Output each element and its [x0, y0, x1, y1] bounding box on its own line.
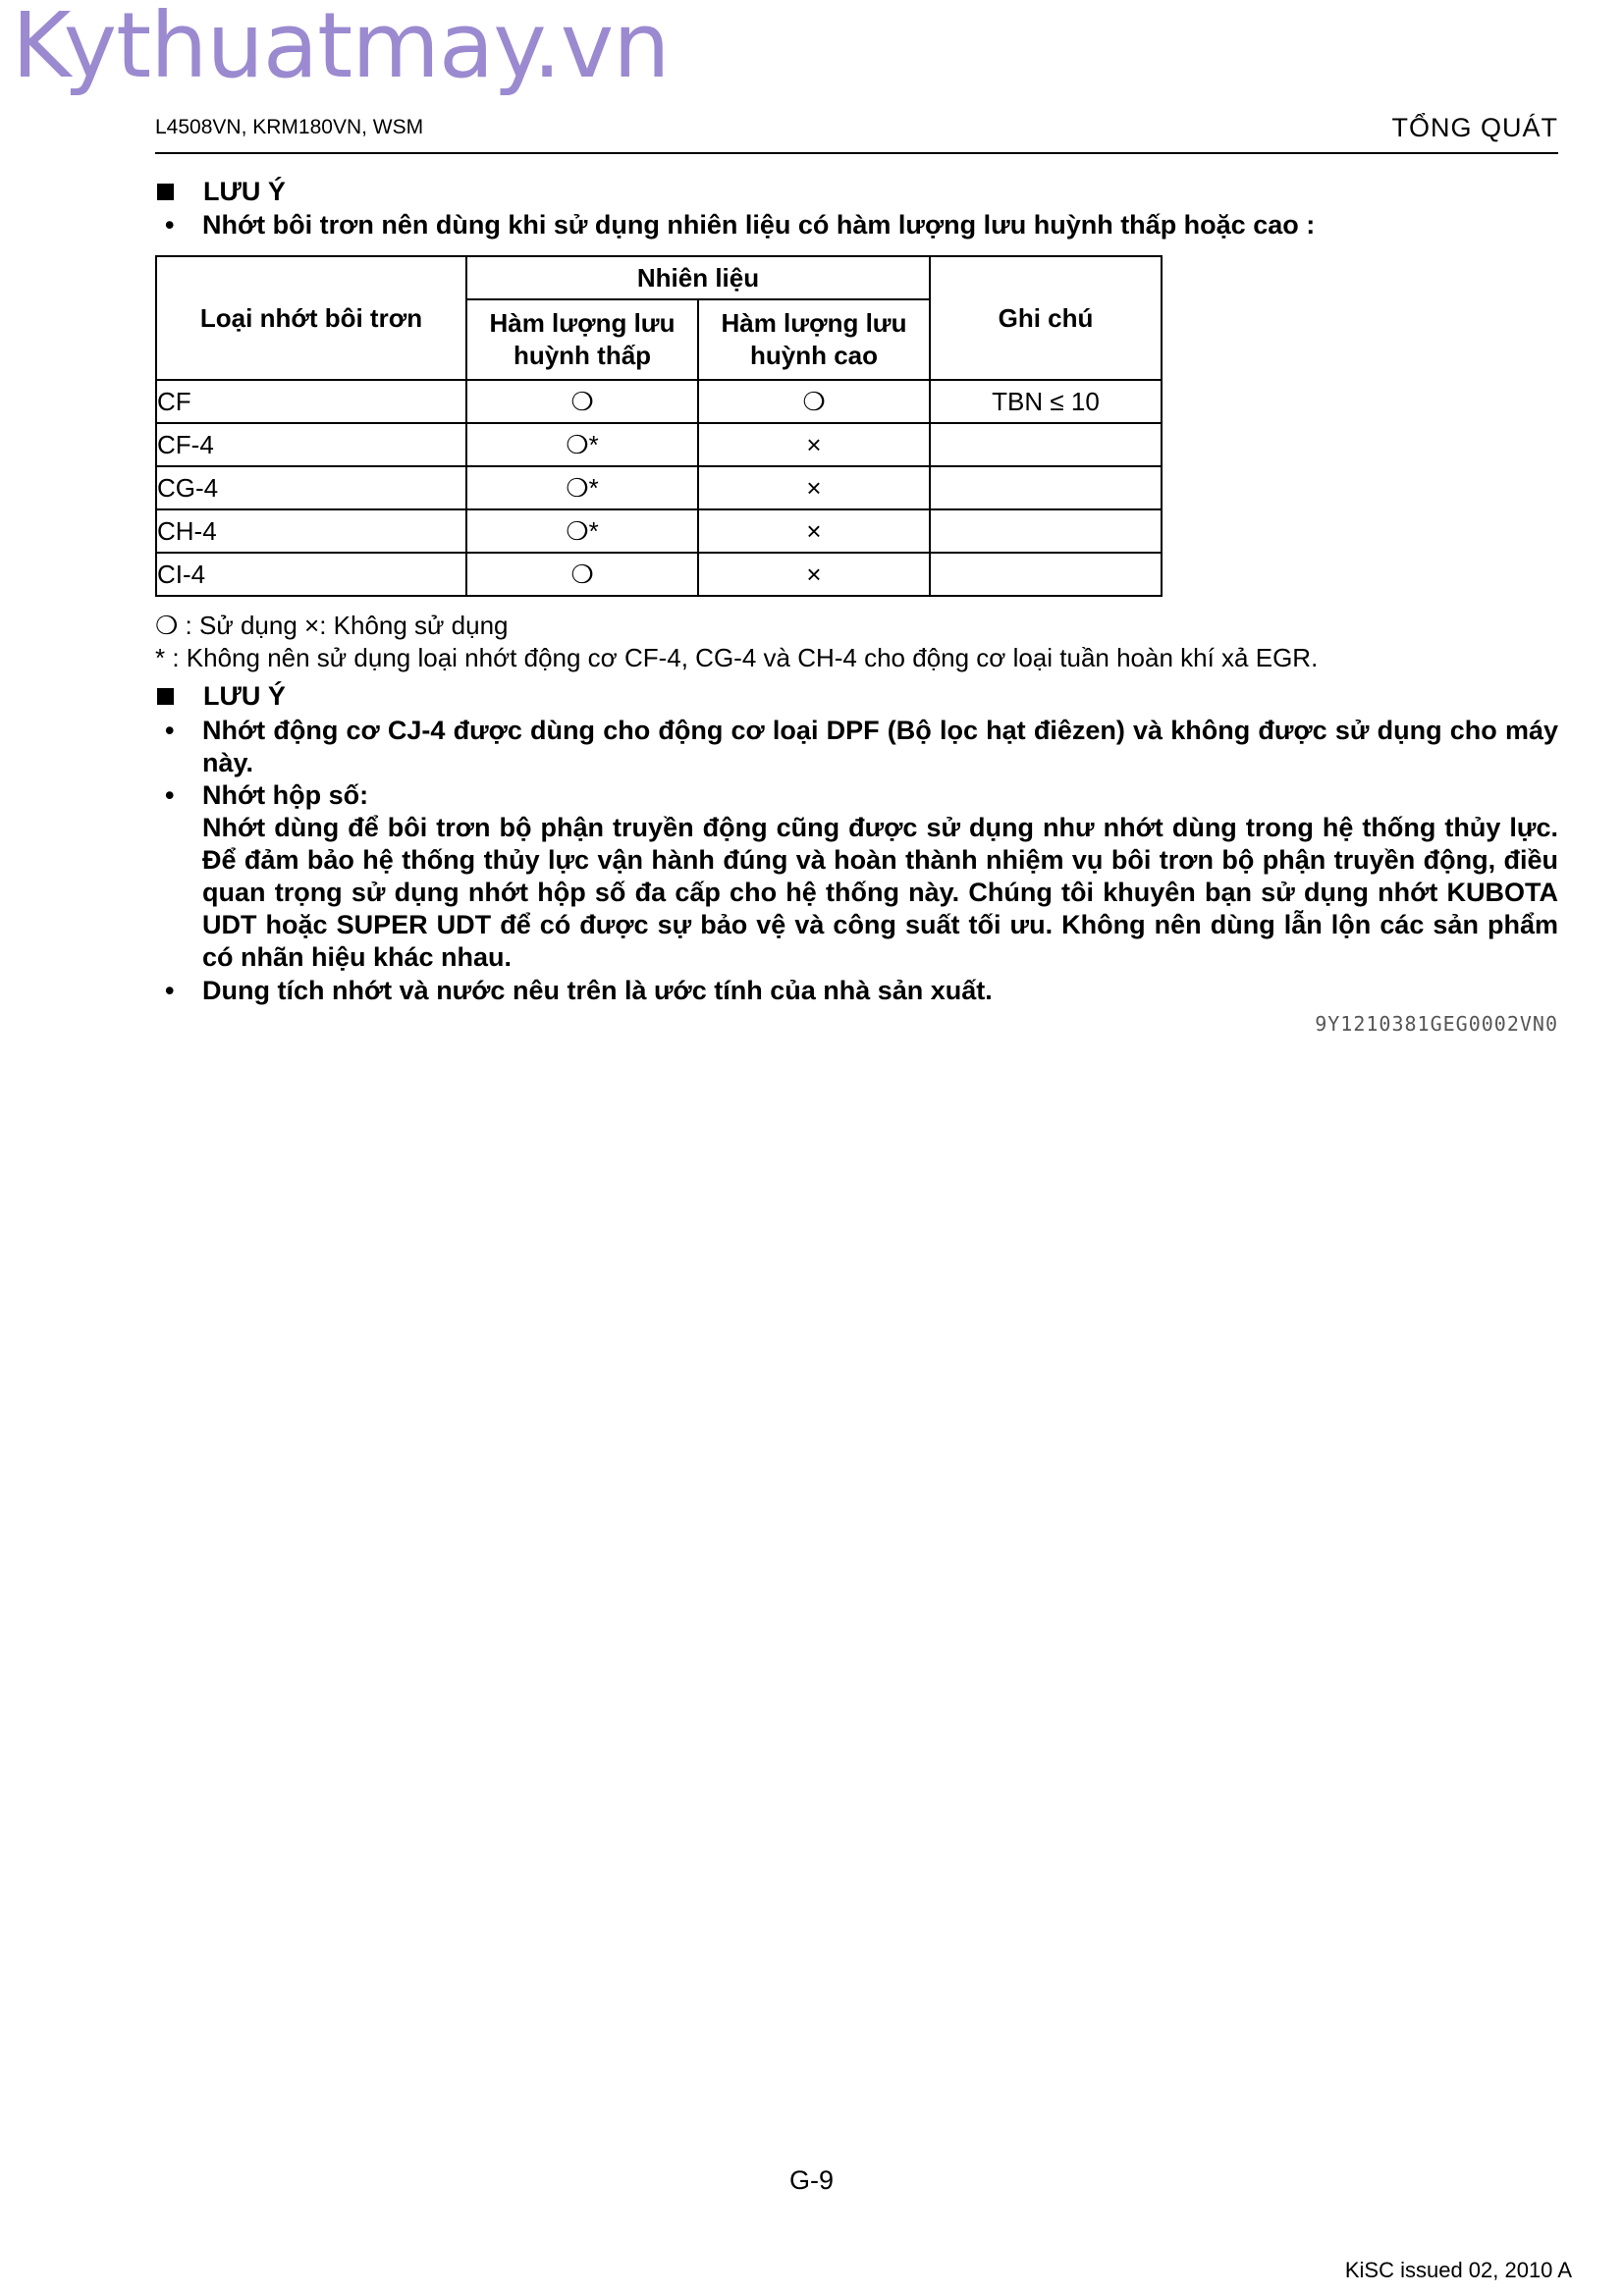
low-sulfur-mark: ❍	[466, 553, 698, 596]
header-divider	[155, 152, 1558, 154]
watermark-logo: Kythuatmay.vn	[12, 0, 670, 98]
low-sulfur-mark: ❍	[466, 380, 698, 423]
row-note	[930, 466, 1162, 509]
legend-footnote: * : Không nên sử dụng loại nhớt động cơ CF-4, CG-4 và CH-4 cho động cơ loại tuần hoàn khí xả EGR.	[155, 643, 1319, 672]
header-fuel: Nhiên liệu	[466, 256, 930, 299]
header-section-title: TỔNG QUÁT	[1391, 113, 1558, 142]
bullet-icon: •	[165, 976, 175, 1005]
low-sulfur-mark: ❍*	[466, 423, 698, 466]
row-note	[930, 553, 1162, 596]
high-sulfur-mark: ×	[698, 509, 930, 553]
table-row	[156, 509, 1162, 553]
issue-info: KiSC issued 02, 2010 A	[1344, 2258, 1572, 2282]
row-note	[930, 423, 1162, 466]
row-note	[930, 509, 1162, 553]
header-model: L4508VN, KRM180VN, WSM	[155, 116, 424, 138]
note-subtitle: Nhớt hộp số:	[202, 780, 369, 810]
low-sulfur-mark: ❍*	[466, 509, 698, 553]
lubricant-table	[155, 255, 1163, 597]
note-text: Nhớt bôi trơn nên dùng khi sử dụng nhiên liệu có hàm lượng lưu huỳnh thấp hoặc cao :	[202, 210, 1316, 240]
table-row	[156, 466, 1162, 509]
square-bullet-icon	[157, 184, 174, 200]
note-text: Dung tích nhớt và nước nêu trên là ước tính của nhà sản xuất.	[202, 976, 993, 1005]
note-heading	[157, 681, 286, 712]
high-sulfur-mark: ×	[698, 423, 930, 466]
high-sulfur-mark: ×	[698, 466, 930, 509]
gear-oil-paragraph: Nhớt dùng để bôi trơn bộ phận truyền động cũng được sử dụng như nhớt dùng trong hệ thống thủy lực. Để đảm bảo hệ thống thủy lực vận hành đúng và hoàn thành nhiệm vụ bôi trơn bộ phận truyền động, điều quan trọng sử dụng nhớt hộp số đa cấp cho hệ thống này. Chúng tôi khuyên bạn sử dụng nhớt KUBOTA UDT hoặc SUPER UDT để có được sự bảo vệ và công suất tối ưu. Không nên dùng lẫn lộn các sản phẩm có nhãn hiệu khác nhau.	[202, 813, 1558, 972]
note-text: Nhớt động cơ CJ-4 được dùng cho động cơ loại DPF (Bộ lọc hạt điêzen) và không được sử dụng cho máy này.	[202, 716, 1558, 777]
header-low-sulfur: Hàm lượng lưu huỳnh thấp	[466, 299, 698, 380]
note-bullet	[165, 715, 1558, 779]
square-bullet-icon	[157, 688, 174, 705]
table-row	[156, 380, 1162, 423]
note-title: LƯU Ý	[203, 681, 286, 711]
high-sulfur-mark: ❍	[698, 380, 930, 423]
legend-symbols: ❍ : Sử dụng ×: Không sử dụng	[155, 611, 509, 640]
oil-name: CF	[156, 380, 466, 423]
note-bullet	[165, 975, 1558, 1007]
note-bullet	[165, 779, 1558, 812]
oil-name: CI-4	[156, 553, 466, 596]
table-row	[156, 553, 1162, 596]
page-number: G-9	[788, 2165, 834, 2195]
bullet-icon: •	[165, 780, 175, 810]
low-sulfur-mark: ❍*	[466, 466, 698, 509]
bullet-icon: •	[165, 210, 175, 240]
oil-name: CH-4	[156, 509, 466, 553]
row-note: TBN ≤ 10	[930, 380, 1162, 423]
high-sulfur-mark: ×	[698, 553, 930, 596]
note-heading	[157, 177, 286, 207]
oil-name: CG-4	[156, 466, 466, 509]
document-code: 9Y1210381GEG0002VN0	[1315, 1012, 1558, 1036]
note-bullet	[165, 209, 1558, 241]
header-oil-type: Loại nhớt bôi trơn	[156, 256, 466, 380]
header-high-sulfur: Hàm lượng lưu huỳnh cao	[698, 299, 930, 380]
header-note: Ghi chú	[930, 256, 1162, 380]
bullet-icon: •	[165, 716, 175, 745]
table-row	[156, 423, 1162, 466]
note-title: LƯU Ý	[203, 177, 286, 206]
oil-name: CF-4	[156, 423, 466, 466]
